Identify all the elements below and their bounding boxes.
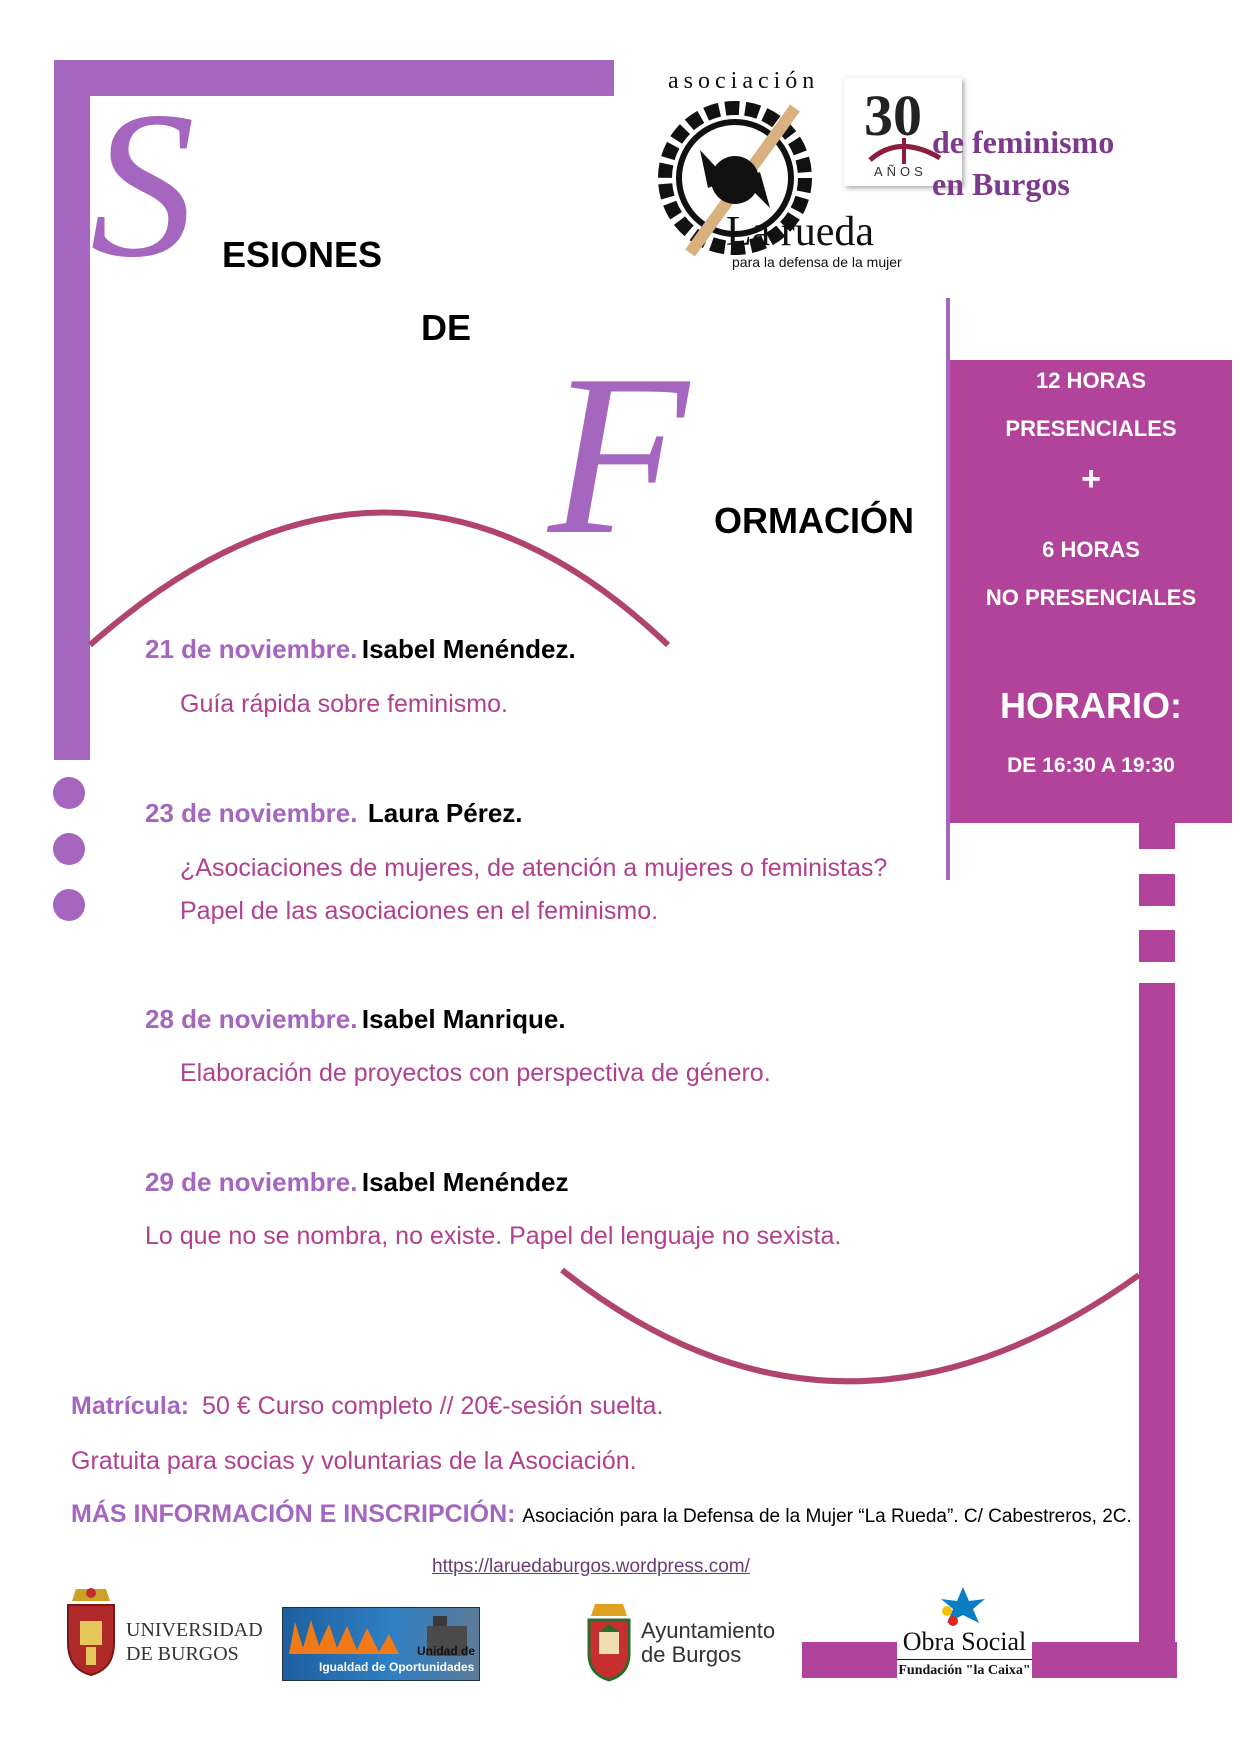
session-2-date: 23 de noviembre. — [145, 798, 358, 828]
hours-presencial: 12 HORAS — [1035, 368, 1147, 393]
obra-social-line1: Obra Social — [902, 1627, 1027, 1656]
ubu-line1: UNIVERSIDAD — [126, 1619, 263, 1641]
website-link[interactable]: https://laruedaburgos.wordpress.com/ — [432, 1556, 750, 1577]
enrollment-price-line — [71, 1392, 663, 1421]
session-3-topic: Elaboración de proyectos con perspectiva de género. — [180, 1059, 771, 1087]
la-caixa-star-icon — [933, 1583, 993, 1629]
enrollment-label: Matrícula: — [71, 1392, 190, 1420]
la-rueda-title: La rueda — [726, 209, 875, 255]
ayuntamiento-line1: Ayuntamiento — [641, 1618, 776, 1643]
plus-sign: + — [1081, 460, 1101, 498]
session-4-topic: Lo que no se nombra, no existe. Papel del lenguaje no sexista. — [145, 1222, 842, 1250]
ubu-logo — [62, 1583, 262, 1683]
more-info-line — [71, 1500, 1132, 1529]
session-1-date: 21 de noviembre. — [145, 634, 358, 664]
lower-arc — [562, 1270, 1139, 1381]
anniversary-line1: de feminismo — [932, 124, 1115, 160]
hours-presencial-label: PRESENCIALES — [1005, 416, 1177, 441]
session-3-speaker: Isabel Manrique. — [361, 1004, 566, 1034]
session-3-header — [145, 1004, 566, 1035]
horario-label: HORARIO: — [1000, 685, 1182, 726]
session-2-topic-1: ¿Asociaciones de mujeres, de atención a mujeres o feministas? — [180, 854, 888, 882]
title-word-sesiones: ESIONES — [222, 234, 383, 275]
horario-value: DE 16:30 A 19:30 — [1007, 754, 1175, 777]
session-2-header — [145, 798, 523, 829]
more-info-address: Asociación para la Defensa de la Mujer “La Rueda”. C/ Cabestreros, 2C. — [522, 1506, 1132, 1527]
session-1-header — [145, 634, 576, 665]
ayuntamiento-shield-icon — [585, 1598, 633, 1682]
title-letter-s: S — [90, 69, 195, 301]
obra-social-line2: Fundación "la Caixa" — [898, 1663, 1031, 1678]
ubu-line2: DE BURGOS — [126, 1643, 239, 1665]
session-1-speaker: Isabel Menéndez. — [361, 634, 576, 664]
title-letter-f: F — [548, 327, 689, 582]
obra-social-divider — [897, 1659, 1032, 1660]
igualdad-line2: Igualdad de Oportunidades — [319, 1660, 475, 1674]
la-rueda-subtitle: para la defensa de la mujer — [732, 254, 902, 270]
anniversary-number: 30 — [864, 83, 922, 148]
session-2-speaker: Laura Pérez. — [367, 798, 523, 828]
hours-online: 6 HORAS — [1042, 537, 1140, 562]
hours-online-label: NO PRESENCIALES — [985, 585, 1197, 610]
ayuntamiento-logo — [585, 1598, 795, 1683]
more-info-label: MÁS INFORMACIÓN E INSCRIPCIÓN: — [71, 1500, 516, 1528]
enrollment-price: 50 € Curso completo // 20€-sesión suelta. — [202, 1392, 664, 1420]
session-1-topic: Guía rápida sobre feminismo. — [180, 690, 508, 718]
session-4-speaker: Isabel Menéndez — [361, 1167, 569, 1197]
session-3-date: 28 de noviembre. — [145, 1004, 358, 1034]
session-4-header — [145, 1167, 569, 1198]
session-2-topic-2: Papel de las asociaciones en el feminismo. — [180, 897, 659, 925]
anniversary-line2: en Burgos — [932, 166, 1070, 202]
anniversary-anos: AÑOS — [874, 164, 927, 179]
session-4-date: 29 de noviembre. — [145, 1167, 358, 1197]
igualdad-line1: Unidad de — [417, 1644, 476, 1658]
title-word-de: DE — [421, 307, 472, 348]
obra-social-logo — [897, 1583, 1032, 1683]
igualdad-logo — [282, 1607, 480, 1681]
title-word-formacion: ORMACIÓN — [714, 500, 914, 541]
ayuntamiento-line2: de Burgos — [641, 1642, 742, 1667]
asociacion-arc-text: asociación — [668, 68, 820, 94]
ubu-shield-icon — [62, 1583, 120, 1679]
enrollment-free-note: Gratuita para socias y voluntarias de la Asociación. — [71, 1447, 637, 1475]
